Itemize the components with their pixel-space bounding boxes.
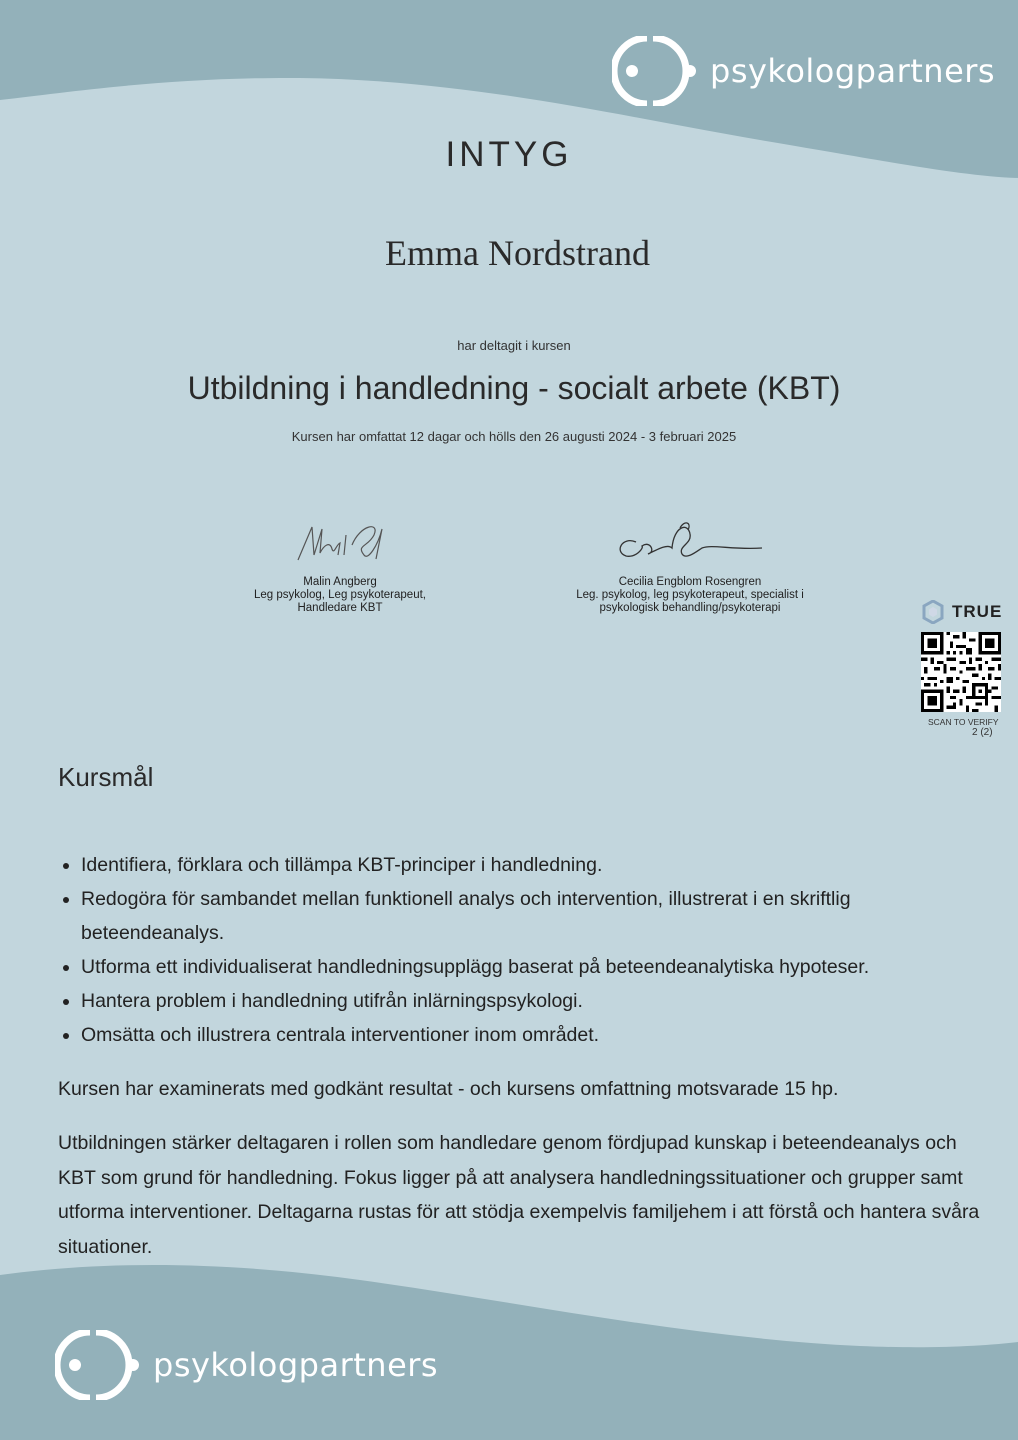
logo-mark-icon [612, 36, 700, 106]
course-info: Kursen har omfattat 12 dagar och hölls den 26 augusti 2024 - 3 februari 2025 [291, 429, 737, 444]
list-item: • Redogöra för sambandet mellan funktionell analys och intervention, illustrerat i en skriftlig beteendeanalys. [81, 882, 981, 950]
logo-mark-icon [55, 1330, 143, 1400]
scan-to-verify-text: SCAN TO VERIFY [928, 717, 999, 727]
goals-list [58, 848, 981, 1052]
signature-2-image [612, 518, 772, 566]
recipient-name: Emma Nordstrand [385, 233, 650, 273]
course-title: Utbildning i handledning - socialt arbete (KBT) [187, 370, 841, 406]
footer-logo [55, 1330, 438, 1400]
signatory-2 [555, 576, 825, 615]
signatory-2-name: Cecilia Engblom Rosengren [618, 576, 762, 588]
qr-code-icon[interactable] [921, 632, 1001, 712]
page-number: 2 (2) [972, 727, 993, 738]
list-item: • Omsätta och illustrera centrala interventioner inom området. [81, 1018, 981, 1052]
signatory-2-title-line1: Leg. psykolog, leg psykoterapeut, specialist i [576, 589, 804, 601]
hexagon-badge-icon [922, 600, 944, 624]
goals-heading: Kursmål [58, 762, 154, 792]
footer-logo-text: psykologpartners [153, 1346, 439, 1384]
header-logo-text: psykologpartners [710, 52, 996, 90]
signatory-1 [240, 576, 440, 615]
description-text: Utbildningen stärker deltagaren i rollen som handledare genom fördjupad kunskap i beteendeanalys och KBT som grund för handledning. Fokus ligger på att analysera handledningssituationer och grupper samt utforma interventioner. Deltagarna rustas för att stödja exempelvis familjehem i att förstå och hantera svåra situationer. [58, 1132, 980, 1258]
participated-text: har deltagit i kursen [457, 338, 571, 353]
signatory-1-name: Malin Angberg [303, 576, 377, 588]
header-logo [612, 36, 995, 106]
exam-text: Kursen har examinerats med godkänt resultat - och kursens omfattning motsvarade 15 hp. [58, 1078, 839, 1100]
verification-label: TRUE [952, 602, 1003, 621]
page-title: INTYG [445, 135, 573, 174]
signature-1-image [290, 515, 390, 565]
verification-badge [922, 600, 1002, 624]
list-item: • Identifiera, förklara och tillämpa KBT-principer i handledning. [81, 848, 981, 882]
signatory-1-title-line2: Handledare KBT [297, 602, 383, 614]
signatory-1-title-line1: Leg psykolog, Leg psykoterapeut, [254, 589, 426, 601]
list-item: • Hantera problem i handledning utifrån inlärningspsykologi. [81, 984, 981, 1018]
signatory-2-title-line2: psykologisk behandling/psykoterapi [599, 602, 781, 614]
list-item: • Utforma ett individualiserat handledningsupplägg baserat på beteendeanalytiska hypoteser. [81, 950, 981, 984]
